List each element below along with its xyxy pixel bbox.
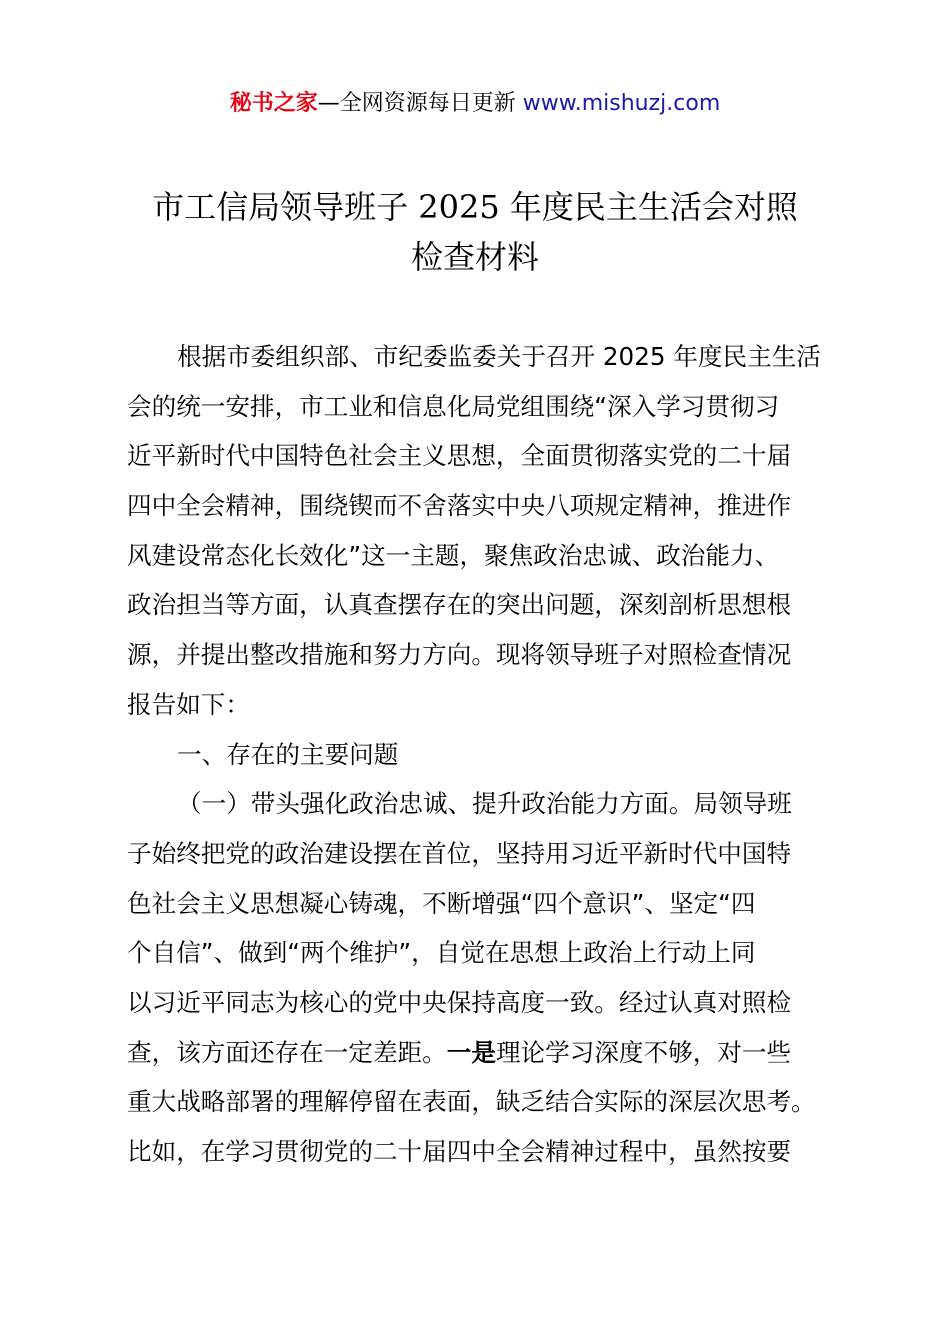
- header-tagline: —全网资源每日更新: [317, 91, 523, 116]
- title-line-2: 检查材料: [410, 238, 539, 276]
- paragraph-line: 会的统一安排，市工业和信息化局党组围绕“深入学习贯彻习: [127, 391, 780, 421]
- paragraph-line: 以习近平同志为核心的党中央保持高度一致。经过认真对照检: [127, 987, 792, 1017]
- paragraph-line: 个自信”、做到“两个维护”，自觉在思想上政治上行动上同: [127, 938, 756, 968]
- paragraph-line: 政治担当等方面，认真查摆存在的突出问题，深刻剖析思想根: [127, 590, 792, 620]
- paragraph-text: 理论学习深度不够，对一些: [495, 1037, 792, 1067]
- document-title: [100, 182, 850, 282]
- paragraph-line: （一）带头强化政治忠诚、提升政治能力方面。局领导班: [177, 789, 792, 819]
- paragraph-line: 比如，在学习贯彻党的二十届四中全会精神过程中，虽然按要: [127, 1137, 792, 1166]
- paragraph-line: 根据市委组织部、市纪委监委关于召开 2025 年度民主生活: [177, 342, 821, 371]
- paragraph-line: 色社会主义思想凝心铸魂，不断增强“四个意识”、坚定“四: [127, 888, 756, 918]
- brand-name: 秘书之家: [229, 91, 318, 116]
- paragraph-line: 四中全会精神，围绕锲而不舍落实中央八项规定精神，推进作: [127, 491, 792, 521]
- paragraph-line: 子始终把党的政治建设摆在首位，坚持用习近平新时代中国特: [127, 838, 792, 868]
- paragraph-line: 风建设常态化长效化”这一主题，聚焦政治忠诚、政治能力、: [127, 540, 780, 570]
- paragraph-line: 报告如下：: [127, 689, 250, 719]
- site-header-banner: [0, 88, 950, 120]
- paragraph-line: 重大战略部署的理解停留在表面，缺乏结合实际的深层次思考。: [127, 1087, 816, 1117]
- title-line-1: 市工信局领导班子 2025 年度民主生活会对照: [152, 188, 798, 226]
- document-body: [127, 332, 837, 1177]
- paragraph-text: 查，该方面还存在一定差距。: [127, 1037, 447, 1067]
- paragraph-line: [127, 1028, 837, 1078]
- website-url-link[interactable]: www.mishuzj.com: [522, 91, 721, 116]
- bold-point-label: 一是: [446, 1037, 496, 1067]
- section-heading: 一、存在的主要问题: [177, 739, 399, 769]
- paragraph-line: 近平新时代中国特色社会主义思想，全面贯彻落实党的二十届: [127, 441, 792, 471]
- paragraph-line: 源，并提出整改措施和努力方向。现将领导班子对照检查情况: [127, 640, 792, 670]
